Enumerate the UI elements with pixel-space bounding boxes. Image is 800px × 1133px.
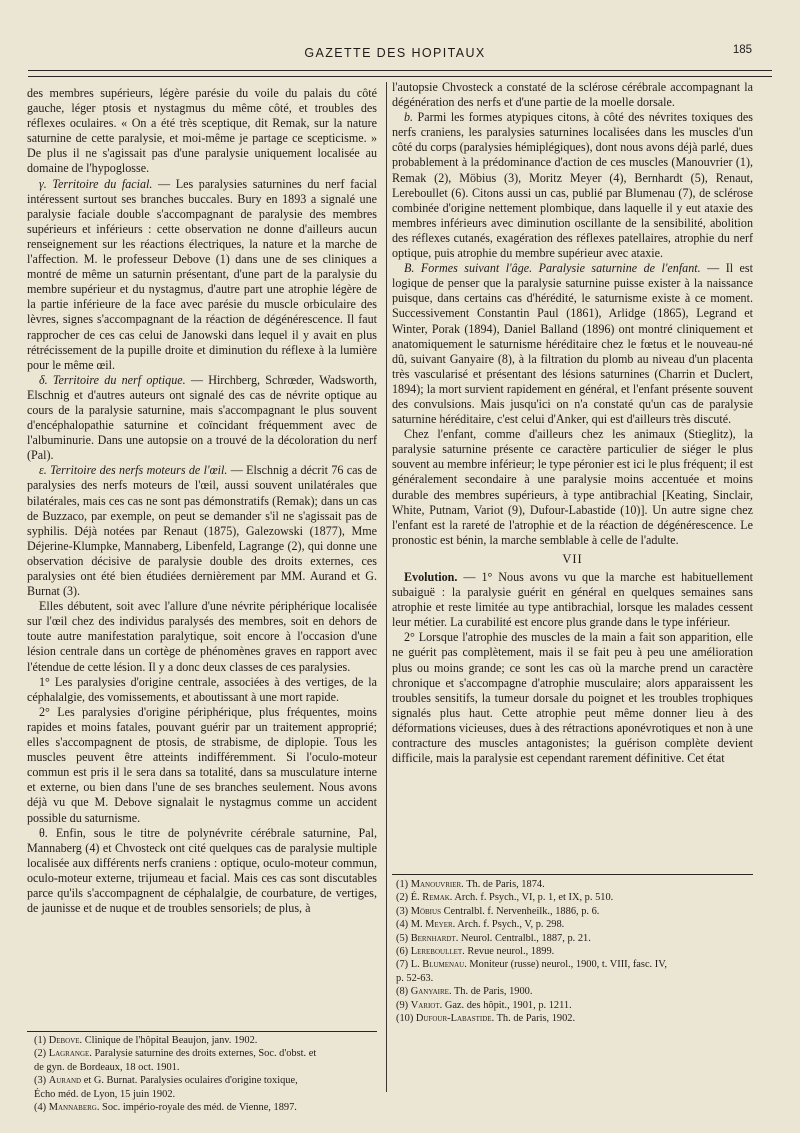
footnote-number: (2) (34, 1048, 49, 1060)
footnote-number: (3) (34, 1075, 49, 1087)
footnote-number: (8) (396, 986, 411, 998)
page-number: 185 (732, 44, 752, 56)
footnote (396, 985, 753, 998)
footnote-text: Neurol. Centralbl., 1887, p. 21. (458, 932, 591, 944)
paragraph: l'autopsie Chvosteck a constaté de la sclérose cérébrale accompagnant la dégénération des nerfs et d'une partie de la moelle dorsale. (392, 80, 753, 110)
footnote (34, 1101, 377, 1114)
footnotes-right (396, 878, 753, 1025)
footnote (34, 1074, 377, 1087)
paragraph: 2° Les paralysies d'origine périphérique, plus fréquentes, moins rapides et moins fatales, pouvant guérir par un traitement approprié; elles s'accompagnent de ptosis, de strabisme, de diplopie. Tous les muscles peuvent être atteints indifféremment. Si l'oculo-moteur commun est pris il le sera dans sa totalité, dans sa musculature interne et externe, ou bien dans l'une de ses branches seulement. Nous avons déjà vu que M. Debove signalait le nystagmus comme un accident possible du saturnisme. (27, 704, 377, 825)
paragraph-text: — Les paralysies saturnines du nerf facial intéressent surtout ses branches buccales. Bury en 1893 a signalé une paralysie faciale double s'accompagnant de paralysie des membres supérieurs et inférieurs : cette observation ne donne d'ailleurs aucun renseignement sur les réactions électriques, la nature et la marche de l'affection. M. le professeur Debove (1) dans une de ses cliniques a montré de même un saturnin présentant, d'une part de la paralysie du membre supérieur et du nystagmus, d'autre part une atrophie légère de la partie inférieure de la face avec parésie du muscle orbiculaire des lèvres, signes s'accompagnant de la réaction de dégénérescence. Il faut rapprocher de ces cas celui de Janowski dans lequel il y avait en plus rétrécissement de la pupille droite et diminution du réflexe à la lumière pour le même œil. (27, 176, 377, 372)
footnote (34, 1034, 377, 1047)
footnote-number: (4) (34, 1102, 49, 1114)
footnote-author: É. Remak. (410, 892, 453, 904)
subsection-heading: b. (404, 110, 414, 125)
paragraph (27, 463, 377, 599)
paragraph (27, 373, 377, 464)
footnote (396, 999, 753, 1012)
column-divider (386, 82, 387, 1092)
section-heading: Evolution. (404, 570, 458, 584)
footnote (396, 1012, 753, 1025)
footnote-author: Dufour-Labastide. (415, 1013, 495, 1025)
footnote (396, 891, 753, 904)
paragraph-text: Parmi les formes atypiques citons, à côté des névrites toxiques des nerfs craniens, les paralysies saturnines localisées dans les muscles d'un côté du corps (paralysies hémiplégiques), dont nous avons déjà parlé, dues probablement à la prédominance d'action de ces muscles (Manouvrier (1), Remak (2), Möbius (3), Moritz Meyer (4), Bernhardt (5), Renaut, Lereboullet (6). Citons aussi un cas, publié par Blumenau (7), de sclérose combinée d'origine nettement plombique, dans laquelle il y eut ataxie des membres inférieurs avec diminution oscillante de la sensibilité, abolition des réflexes cutanés, exagération des réflexes patellaires, atrophie du nerf optique, puis atrophie du membre supérieur avec ataxie. (392, 110, 753, 261)
footnote-rule-right (392, 874, 753, 875)
paragraph-text: — Elschnig a décrit 76 cas de paralysies des nerfs moteurs de l'œil, aussi souvent unilatérales que bilatérales, mais ces cas ne sont pas démonstratifs (Remak); dans un cas de Buzzaco, par exemple, on peut se demander s'il ne s'agissait pas de syphilis. Déjà notées par Renaut (1875), Galezowski (1877), Mme Déjerine-Klumpke, Mannaberg, Libenfeld, Lagrange (2), qui donne une observation décisive de paralysie double des droits externes, ces paralysies ont été bien étudiées dernièrement par MM. Aurand et G. Burnat (3). (27, 463, 377, 599)
subsection-heading: B. Formes suivant l'âge. Paralysie saturnine de l'enfant. (404, 261, 701, 276)
footnote-text: de gyn. de Bordeaux, 18 oct. 1901. (34, 1061, 180, 1073)
paragraph: Elles débutent, soit avec l'allure d'une névrite périphérique localisée sur l'œil chez des individus paralysés des membres, soit en dehors de toute autre manifestation paralytique, soit encore à l'occasion d'une lésion centrale dans un cortège de phénomènes graves en rapport avec l'étendue de cette lésion. Il y a donc deux classes de ces paralysies. (27, 599, 377, 674)
footnote-text: Arch. f. Psych., VI, p. 1, et IX, p. 510. (452, 892, 614, 904)
paragraph: θ. Enfin, sous le titre de polynévrite cérébrale saturnine, Pal, Mannaberg (4) et Chvosteck ont cité quelques cas de paralysie multiple localisée aux différents nerfs craniens : optique, oculo-moteur commun, oculo-moteur externe, trijumeau et facial. Mais ces cas sont discutables parce qu'ils s'accompagnent de céphalalgie, de courbature, de vertiges, de jaunisse et de nuque et de troubles sensoriels; de plus, à (27, 825, 377, 916)
footnote-author: Ganyaire. (410, 986, 452, 998)
paragraph (392, 110, 753, 261)
footnote-number: (1) (396, 879, 411, 890)
footnote-number: (4) (396, 919, 411, 931)
left-column (27, 86, 377, 916)
paragraph: Chez l'enfant, comme d'ailleurs chez les animaux (Stieglitz), la paralysie saturnine présente ce caractère particulier de siéger le plus souvent au membre inférieur; le type péronier est ici le plus fréquent; il est généralement secondaire à une paralysie moins accentuée et moins durable des membres supérieurs, à type antibrachial [Keating, Sinclair, White, Putnam, Variot (9), Dufour-Labastide (10)]. Un autre signe chez l'enfant est la rareté de l'atrophie et de la réaction de dégénérescence. Le pronostic est bénin, la marche semblable à celle de l'adulte. (392, 427, 754, 547)
footnote-author: M. Meyer. (410, 919, 456, 931)
footnote-author: Lagrange. (48, 1048, 92, 1060)
section-number: VII (562, 551, 583, 566)
paragraph (392, 570, 753, 630)
footnote (34, 1088, 377, 1101)
footnote-text: Paralysie saturnine des droits externes, Soc. d'obst. et (91, 1048, 317, 1060)
paragraph: 1° Les paralysies d'origine centrale, associées à des vertiges, de la céphalalgie, des vomissements, et aboutissant à une mort rapide. (27, 674, 377, 704)
footnote-text: Th. de Paris, 1874. (463, 879, 545, 890)
footnote-text: Th. de Paris, 1902. (494, 1013, 576, 1025)
footnotes-left (34, 1034, 377, 1114)
footnote-number: (6) (396, 946, 411, 958)
footnote-text: Revue neurol., 1899. (464, 946, 555, 958)
footnote-text: Écho méd. de Lyon, 15 juin 1902. (34, 1088, 176, 1100)
footnote (396, 945, 753, 958)
right-column (392, 80, 753, 766)
footnote-number: (1) (34, 1035, 49, 1046)
footnote-number: (2) (396, 892, 411, 904)
footnote-text: Clinique de l'hôpital Beaujon, janv. 1902. (82, 1035, 258, 1046)
paragraph-text: — Hirchberg, Schrœder, Wadsworth, Elschnig et d'autres auteurs ont signalé des cas de névrite optique au cours de la paralysie saturnine, mais s'accompagnant le plus souvent d'encéphalopathie saturnine et coïncidant fréquemment avec de l'albuminurie. Dans une autopsie on a trouvé de la décoloration du nerf (Pal). (27, 372, 377, 463)
footnote-author: Debove. (48, 1035, 83, 1046)
footnote-text: Gaz. des hôpit., 1901, p. 1211. (442, 999, 572, 1011)
footnote-number: (3) (396, 905, 411, 917)
footnote-author: Lereboullet. (410, 946, 465, 958)
paragraph-text: — 1° Nous avons vu que la marche est habituellement subaiguë : la paralysie guérit en général en quelques semaines sans atrophie et reste limitée au type antibrachial, lorsque les malades cessent leur métier. La curabilité est encore plus grande dans le type inférieur. (392, 570, 753, 630)
paragraph-text: — Il est logique de penser que la paralysie saturnine puisse exister à la naissance puisque, dans certains cas d'hérédité, le saturnisme existe à ce moment. Successivement Constantin Paul (1861), Arlidge (1865), Legrand et Winter, Porak (1894), Daniel Balland (1896) ont montré cliniquement et anatomiquement le saturnisme héréditaire chez le fœtus et le nouveau-né dû, suivant Ganyaire (8), à la filtration du plomb au niveau d'un placenta très vascularisé et présentant des lésions saturnines (Charrin et Duclert, 1894); la mort survient rapidement en général, et l'enfant présente souvent des convulsions. Mais jusqu'ici on n'a constaté qu'un cas de paralysie saturnine héréditaire, c'est celui d'Anker, qui est d'ailleurs très discuté. (392, 261, 753, 427)
footnote (396, 905, 753, 918)
running-head: GAZETTE DES HOPITAUX (304, 46, 486, 60)
subsection-heading: ε. Territoire des nerfs moteurs de l'œil. (39, 463, 228, 478)
footnote-text: Soc. império-royale des méd. de Vienne, 1897. (99, 1102, 297, 1114)
footnote (34, 1047, 377, 1060)
footnote-text: Arch. f. Psych., V, p. 298. (455, 919, 565, 931)
footnote-number: (10) (396, 1013, 416, 1025)
footnote (396, 932, 753, 945)
subsection-heading: γ. Territoire du facial. (39, 176, 153, 191)
footnote-text: Th. de Paris, 1900. (451, 986, 533, 998)
footnote-text: Centralbl. f. Nervenheilk., 1886, p. 6. (440, 905, 600, 917)
footnote-author: L. Blumenau. (410, 959, 467, 971)
paragraph (27, 177, 377, 373)
footnote-text: et G. Burnat. Paralysies oculaires d'origine toxique, (81, 1075, 298, 1087)
footnote-author: Möbius (410, 905, 441, 917)
footnote (396, 918, 753, 931)
subsection-heading: δ. Territoire du nerf optique. (39, 372, 186, 387)
footnote-number: (5) (396, 932, 411, 944)
paragraph (392, 261, 753, 427)
footnote-author: Variot. (410, 999, 443, 1011)
header-rule (28, 70, 772, 71)
footnote (396, 878, 753, 891)
footnote-author: Bernhardt. (410, 932, 459, 944)
header-rule-thin (28, 76, 772, 77)
paragraph: des membres supérieurs, légère parésie du voile du palais du côté gauche, léger ptosis et nystagmus du même côté, et troubles des réflexes oculaires. « On a été très sceptique, dit Remak, sur la nature saturnine de cette paralysie, et moi-même je partage ce scepticisme. » De plus il ne s'agissait pas d'une paralysie uniquement localisée au domaine de l'hypoglosse. (27, 86, 377, 176)
footnote-text: p. 52-63. (396, 972, 434, 984)
footnote-rule-left (27, 1031, 377, 1032)
footnote (396, 972, 753, 985)
footnote (396, 958, 753, 971)
footnote-author: Mannaberg. (48, 1102, 100, 1114)
footnote (34, 1061, 377, 1074)
footnote-number: (9) (396, 999, 411, 1011)
paragraph: 2° Lorsque l'atrophie des muscles de la main a fait son apparition, elle ne guérit pas complètement, mais il se fait peu à peu une amélioration plus ou moins grande; ce sont les cas où la marche prend un caractère chronique et s'accompagne d'atrophie musculaire; alors apparaissent les troubles sensitifs, la tumeur dorsale du poignet et les troubles trophiques signalés plus haut. Cette atrophie peut même donner lieu à des déformations vicieuses, dues à des rétractions aponévrotiques et non à une contracture des muscles antagonistes; la guérison complète devient difficile, mais la paralysie est cependant rarement définitive. Cet état (392, 630, 753, 766)
footnote-author: Manouvrier. (410, 879, 464, 890)
footnote-text: Moniteur (russe) neurol., 1900, t. VIII, fasc. IV, (466, 959, 667, 971)
footnote-author: Aurand (48, 1075, 82, 1087)
footnote-number: (7) (396, 959, 411, 971)
